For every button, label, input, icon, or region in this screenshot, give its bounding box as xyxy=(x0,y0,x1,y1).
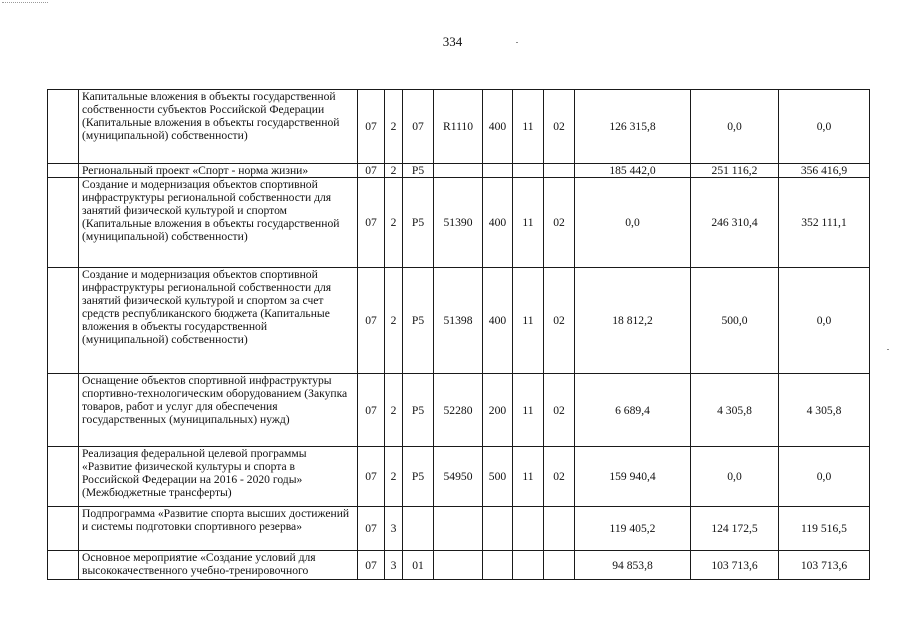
type-code: 400 xyxy=(483,178,513,268)
subsection-code: 2 xyxy=(385,268,403,374)
table-row xyxy=(48,551,870,580)
value-year-1: 185 442,0 xyxy=(575,164,691,178)
section-code: 07 xyxy=(358,447,385,507)
chapter-code: 11 xyxy=(513,178,544,268)
subchapter-code: 02 xyxy=(544,90,575,164)
table-row xyxy=(48,90,870,164)
value-year-3: 119 516,5 xyxy=(779,507,870,551)
item-name: Капитальные вложения в объекты государственной собственности субъектов Российской Федерации (Капитальные вложения в объекты государственной (муниципальной) собственности) xyxy=(79,90,358,164)
row-number-cell xyxy=(48,374,79,447)
value-year-3: 0,0 xyxy=(779,90,870,164)
program-code: P5 xyxy=(403,164,434,178)
subchapter-code xyxy=(544,507,575,551)
value-year-2: 246 310,4 xyxy=(691,178,779,268)
section-code: 07 xyxy=(358,164,385,178)
row-number-cell xyxy=(48,447,79,507)
chapter-code: 11 xyxy=(513,447,544,507)
program-code: 01 xyxy=(403,551,434,580)
chapter-code: 11 xyxy=(513,374,544,447)
subchapter-code xyxy=(544,164,575,178)
item-name: Основное мероприятие «Создание условий для высококачественного учебно-тренировочного xyxy=(79,551,358,580)
program-code: P5 xyxy=(403,374,434,447)
row-number-cell xyxy=(48,90,79,164)
section-code: 07 xyxy=(358,551,385,580)
chapter-code: 11 xyxy=(513,268,544,374)
page-number: 334 xyxy=(442,34,463,49)
item-name: Оснащение объектов спортивной инфраструктуры спортивно-технологическим оборудованием (Закупка товаров, работ и услуг для обеспечения государственных (муниципальных) нужд) xyxy=(79,374,358,447)
section-code: 07 xyxy=(358,507,385,551)
item-name: Создание и модернизация объектов спортивной инфраструктуры региональной собственности для занятий физической культурой и спортом (Капитальные вложения в объекты государственной (муниципальной) собственности) xyxy=(79,178,358,268)
value-year-3: 4 305,8 xyxy=(779,374,870,447)
expense-code xyxy=(434,507,483,551)
scan-artifact xyxy=(2,2,48,6)
value-year-3: 0,0 xyxy=(779,268,870,374)
section-code: 07 xyxy=(358,178,385,268)
expense-code: 51390 xyxy=(434,178,483,268)
expense-code xyxy=(434,551,483,580)
row-number-cell xyxy=(48,268,79,374)
type-code xyxy=(483,551,513,580)
value-year-1: 18 812,2 xyxy=(575,268,691,374)
subsection-code: 2 xyxy=(385,374,403,447)
expense-code: 54950 xyxy=(434,447,483,507)
program-code xyxy=(403,507,434,551)
type-code: 200 xyxy=(483,374,513,447)
row-number-cell xyxy=(48,551,79,580)
table-row xyxy=(48,374,870,447)
program-code: P5 xyxy=(403,178,434,268)
value-year-3: 352 111,1 xyxy=(779,178,870,268)
type-code: 400 xyxy=(483,268,513,374)
program-code: P5 xyxy=(403,268,434,374)
value-year-2: 124 172,5 xyxy=(691,507,779,551)
table-row xyxy=(48,164,870,178)
row-number-cell xyxy=(48,164,79,178)
value-year-1: 0,0 xyxy=(575,178,691,268)
value-year-1: 159 940,4 xyxy=(575,447,691,507)
value-year-2: 103 713,6 xyxy=(691,551,779,580)
expense-code: 52280 xyxy=(434,374,483,447)
value-year-2: 251 116,2 xyxy=(691,164,779,178)
value-year-2: 4 305,8 xyxy=(691,374,779,447)
row-number-cell xyxy=(48,507,79,551)
chapter-code: 11 xyxy=(513,90,544,164)
subsection-code: 2 xyxy=(385,164,403,178)
scan-speck xyxy=(887,349,889,350)
value-year-1: 119 405,2 xyxy=(575,507,691,551)
section-code: 07 xyxy=(358,268,385,374)
budget-table xyxy=(47,89,870,580)
section-code: 07 xyxy=(358,90,385,164)
subsection-code: 2 xyxy=(385,178,403,268)
value-year-3: 356 416,9 xyxy=(779,164,870,178)
subsection-code: 3 xyxy=(385,551,403,580)
subsection-code: 2 xyxy=(385,90,403,164)
chapter-code xyxy=(513,551,544,580)
chapter-code xyxy=(513,164,544,178)
value-year-1: 126 315,8 xyxy=(575,90,691,164)
item-name: Региональный проект «Спорт - норма жизни» xyxy=(79,164,358,178)
chapter-code xyxy=(513,507,544,551)
expense-code: R1110 xyxy=(434,90,483,164)
subchapter-code: 02 xyxy=(544,178,575,268)
table-row xyxy=(48,178,870,268)
subsection-code: 2 xyxy=(385,447,403,507)
section-code: 07 xyxy=(358,374,385,447)
value-year-2: 0,0 xyxy=(691,90,779,164)
program-code: 07 xyxy=(403,90,434,164)
type-code xyxy=(483,507,513,551)
value-year-1: 94 853,8 xyxy=(575,551,691,580)
type-code: 500 xyxy=(483,447,513,507)
type-code xyxy=(483,164,513,178)
item-name: Реализация федеральной целевой программы «Развитие физической культуры и спорта в Российской Федерации на 2016 - 2020 годы» (Межбюджетные трансферты) xyxy=(79,447,358,507)
subsection-code: 3 xyxy=(385,507,403,551)
value-year-2: 0,0 xyxy=(691,447,779,507)
row-number-cell xyxy=(48,178,79,268)
program-code: P5 xyxy=(403,447,434,507)
value-year-3: 0,0 xyxy=(779,447,870,507)
subchapter-code: 02 xyxy=(544,447,575,507)
item-name: Создание и модернизация объектов спортивной инфраструктуры региональной собственности для занятий физической культурой и спортом за счет средств республиканского бюджета (Капитальные вложения в объекты государственной (муниципальной) собственности) xyxy=(79,268,358,374)
table-row xyxy=(48,268,870,374)
type-code: 400 xyxy=(483,90,513,164)
subchapter-code: 02 xyxy=(544,374,575,447)
table-row xyxy=(48,447,870,507)
table-row xyxy=(48,507,870,551)
value-year-1: 6 689,4 xyxy=(575,374,691,447)
expense-code xyxy=(434,164,483,178)
value-year-2: 500,0 xyxy=(691,268,779,374)
item-name: Подпрограмма «Развитие спорта высших достижений и системы подготовки спортивного резерва» xyxy=(79,507,358,551)
value-year-3: 103 713,6 xyxy=(779,551,870,580)
expense-code: 51398 xyxy=(434,268,483,374)
subchapter-code: 02 xyxy=(544,268,575,374)
subchapter-code xyxy=(544,551,575,580)
